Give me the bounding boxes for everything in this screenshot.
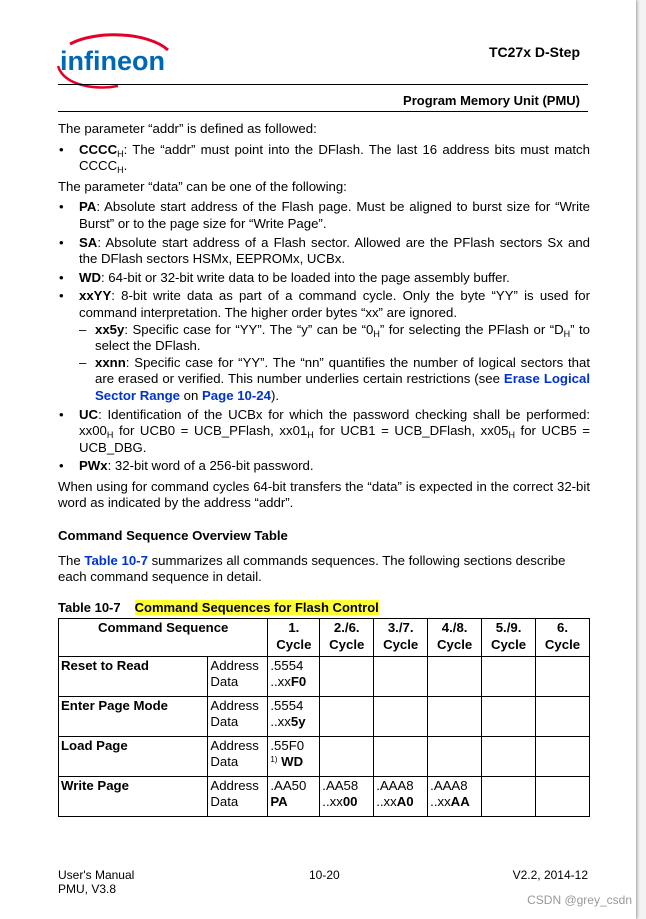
watermark: CSDN @grey_csdn xyxy=(527,893,632,907)
command-name: Load Page xyxy=(59,736,208,776)
cccc-item: • $CCCC_H$: The “addr” must point into the DFlash. The last 16 address bits must match $CCCC_H$. xyxy=(58,142,590,175)
addr-intro: The parameter “addr” is defined as followed: xyxy=(58,121,317,136)
cycle-cell: .5554 ..xxF0 xyxy=(268,656,320,696)
field-kind: Address Data xyxy=(208,736,268,776)
cycle-cell-empty xyxy=(428,736,482,776)
logo-text: infineon xyxy=(60,46,165,76)
command-name: Enter Page Mode xyxy=(59,696,208,736)
unit-title: Program Memory Unit (PMU) xyxy=(403,93,580,108)
footer-version: V2.2, 2014-12 xyxy=(512,868,588,882)
overview-paragraph: The Table 10-7 summarizes all commands sequences. The following sections describe each command sequence in detail. xyxy=(58,552,566,585)
table-row xyxy=(59,656,590,696)
pa-item: • PA: Absolute start address of the Flash page. Must be aligned to burst size for “Write Burst” or to the page size for “Write Page”. xyxy=(58,199,590,232)
infineon-logo xyxy=(56,32,176,90)
xxyy-item: • xxYY: 8-bit write data as part of a command cycle. Only the byte “YY” is used for command interpretation. The higher order bytes “xx” are ignored. – xx5y: Specific case for “YY”. The “y” can be “$0_H$” for selecting the PFlash or “$D_H$” to select the DFlash. – xxnn: Specific case for “YY”. The “nn” quantifies the number of logical sectors that are erased or verified. This number underlies certain restrictions (see Erase Logical Sector Range on Page 10-24). xyxy=(58,288,590,404)
cycle-cell-empty xyxy=(536,656,590,696)
xx5y-item: – xx5y: Specific case for “YY”. The “y” can be “$0_H$” for selecting the PFlash or “$D_H$” to select the DFlash. xyxy=(79,322,590,355)
cycle-cell-empty xyxy=(320,656,374,696)
cycle-cell: .AAA8 ..xxAA xyxy=(428,776,482,816)
cycle-cell-empty xyxy=(374,696,428,736)
erase-range-link[interactable]: Erase Logical Sector Range xyxy=(95,371,590,403)
cycle-cell: .5554 ..xx5y xyxy=(268,696,320,736)
table-row xyxy=(59,736,590,776)
field-kind: Address Data xyxy=(208,696,268,736)
cycle-cell-empty xyxy=(482,736,536,776)
cycle-cell-empty xyxy=(374,656,428,696)
table-caption: Table 10-7 Command Sequences for Flash Control xyxy=(58,599,379,615)
uc-item: • UC: Identification of the UCBx for which the password checking shall be performed: $xx00_H$ for UCB0 = UCB_PFlash, $xx01_H$ for UCB1 = UCB_DFlash, $xx05_H$ for UCB5 = UCB_DBG. xyxy=(58,407,590,457)
command-name: Reset to Read xyxy=(59,656,208,696)
header-cycle-1: 1. Cycle xyxy=(268,619,320,656)
cycle-cell-empty xyxy=(482,776,536,816)
cycle-cell: .AAA8 ..xxA0 xyxy=(374,776,428,816)
cycle-cell-empty xyxy=(536,776,590,816)
xxyy-sublist xyxy=(79,322,590,405)
table-body xyxy=(59,656,590,816)
header-cycle-5: 5./9. Cycle xyxy=(482,619,536,656)
cycle-cell-empty xyxy=(482,696,536,736)
data-list xyxy=(58,199,590,475)
data-intro: The parameter “data” can be one of the following: xyxy=(58,178,347,194)
wd-item: • WD: 64-bit or 32-bit write data to be loaded into the page assembly buffer. xyxy=(58,270,590,287)
cycle-cell-empty xyxy=(482,656,536,696)
table-row xyxy=(59,696,590,736)
section-heading: Command Sequence Overview Table xyxy=(58,528,288,544)
footer-page-number: 10-20 xyxy=(309,868,340,882)
cycle-cell: .55F0 $^{1)}$ WD xyxy=(268,736,320,776)
cycle-cell-empty xyxy=(428,696,482,736)
table-title: Command Sequences for Flash Control xyxy=(134,599,379,615)
sa-item: • SA: Absolute start address of a Flash sector. Allowed are the PFlash sectors Sx and the DFlash sectors HSMx, EEPROMx, UCBx. xyxy=(58,235,590,268)
field-kind: Address Data xyxy=(208,656,268,696)
cycle-cell-empty xyxy=(320,736,374,776)
cycle-cell-empty xyxy=(536,696,590,736)
command-table xyxy=(58,618,590,816)
cycle-cell-empty xyxy=(374,736,428,776)
page-ref-link[interactable]: Page 10-24 xyxy=(202,387,271,403)
field-kind: Address Data xyxy=(208,776,268,816)
cycle-cell-empty xyxy=(536,736,590,776)
cycle-cell: .AA58 ..xx00 xyxy=(320,776,374,816)
closing-paragraph: When using for command cycles 64-bit transfers the “data” is expected in the correct 32-bit word as indicated by the address “addr”. xyxy=(58,478,590,511)
cycle-cell-empty xyxy=(428,656,482,696)
footer-left: User's Manual PMU, V3.8 xyxy=(58,868,135,896)
header-cycle-3: 3./7. Cycle xyxy=(374,619,428,656)
addr-list xyxy=(58,142,590,175)
xxnn-item: – xxnn: Specific case for “YY”. The “nn” quantifies the number of logical sectors that are erased or verified. This number underlies certain restrictions (see Erase Logical Sector Range on Page 10-24). xyxy=(79,355,590,405)
header-cycle-2: 2./6. Cycle xyxy=(320,619,374,656)
header-cycle-4: 4./8. Cycle xyxy=(428,619,482,656)
header-rule xyxy=(58,84,588,85)
product-title: TC27x D-Step xyxy=(488,44,580,60)
table-ref-link[interactable]: Table 10-7 xyxy=(84,552,148,568)
table-row xyxy=(59,776,590,816)
cycle-cell-empty xyxy=(320,696,374,736)
cycle-cell: .AA50 PA xyxy=(268,776,320,816)
command-name: Write Page xyxy=(59,776,208,816)
page-body xyxy=(58,121,590,817)
header-command: Command Sequence xyxy=(59,619,268,656)
pwx-item: • PWx: 32-bit word of a 256-bit password. xyxy=(58,458,590,475)
header-cycle-6: 6. Cycle xyxy=(536,619,590,656)
header-rule-bottom xyxy=(58,111,588,112)
